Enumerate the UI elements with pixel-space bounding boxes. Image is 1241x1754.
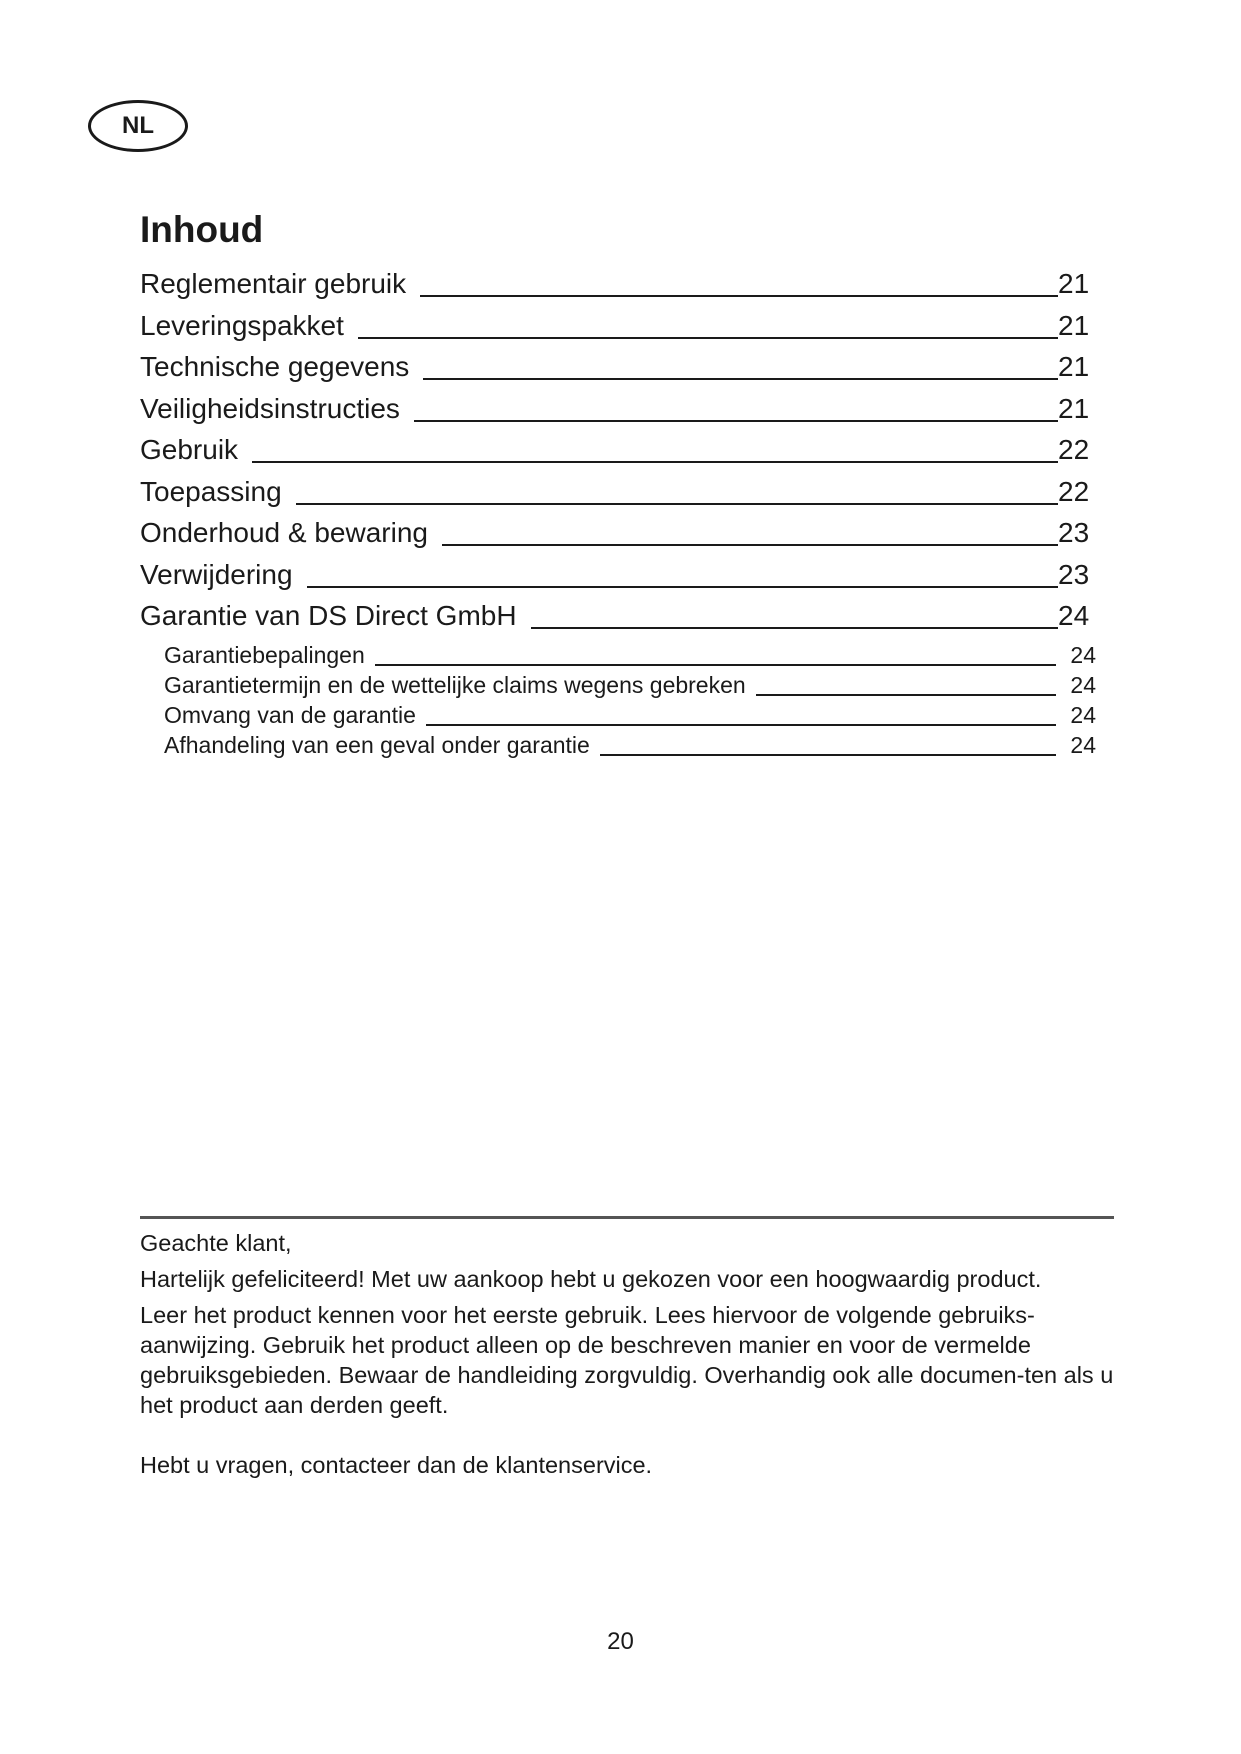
toc-entry[interactable] xyxy=(140,559,1090,601)
toc-leader xyxy=(426,724,1056,726)
toc-subentry-page: 24 xyxy=(1070,671,1096,698)
salutation: Geachte klant, xyxy=(140,1230,292,1256)
toc-leader xyxy=(600,754,1056,756)
toc-subentry-label: Omvang van de garantie xyxy=(164,701,416,728)
toc-entry-page: 22 xyxy=(1058,475,1090,507)
toc-subentry-label: Garantietermijn en de wettelijke claims wegens gebreken xyxy=(164,671,746,698)
toc-entry-page: 24 xyxy=(1058,600,1090,631)
toc-leader xyxy=(296,503,1058,505)
toc-entry-page: 21 xyxy=(1058,268,1090,299)
toc-subentry[interactable] xyxy=(140,732,1096,762)
toc-entry[interactable] xyxy=(140,434,1090,476)
toc-entry-label: Verwijdering xyxy=(140,558,293,590)
toc-entry-label: Onderhoud & bewaring xyxy=(140,517,428,548)
toc-entry[interactable] xyxy=(140,268,1090,310)
toc-entry[interactable] xyxy=(140,310,1090,352)
toc-entry-page: 21 xyxy=(1058,351,1090,382)
table-of-contents xyxy=(140,268,1096,762)
toc-leader xyxy=(414,420,1058,422)
toc-leader xyxy=(423,378,1058,380)
section-divider xyxy=(140,1216,1114,1219)
toc-subentry-page: 24 xyxy=(1070,701,1096,728)
toc-entry[interactable] xyxy=(140,600,1090,642)
intro-text xyxy=(140,1228,1120,1486)
toc-entry-page: 21 xyxy=(1058,392,1090,424)
toc-subentry[interactable] xyxy=(140,672,1096,702)
toc-subentry-label: Afhandeling van een geval onder garantie xyxy=(164,731,590,758)
toc-entry-label: Gebruik xyxy=(140,434,239,465)
toc-subentry-page: 24 xyxy=(1070,731,1096,758)
toc-leader xyxy=(358,337,1058,339)
toc-entry-page: 23 xyxy=(1058,558,1090,590)
toc-leader xyxy=(756,694,1056,696)
congratulations-line: Hartelijk gefeliciteerd! Met uw aankoop hebt u gekozen voor een hoogwaardig product. xyxy=(140,1266,1042,1292)
toc-subentry-page: 24 xyxy=(1070,641,1096,668)
toc-subentry[interactable] xyxy=(140,702,1096,732)
toc-entry-page: 21 xyxy=(1058,309,1090,341)
toc-entry-label: Technische gegevens xyxy=(140,351,410,382)
toc-entry-page: 22 xyxy=(1058,434,1090,465)
toc-entry-label: Garantie van DS Direct GmbH xyxy=(140,600,517,631)
toc-entry[interactable] xyxy=(140,476,1090,518)
toc-leader xyxy=(531,627,1058,629)
language-badge: NL xyxy=(88,100,188,152)
toc-entry[interactable] xyxy=(140,393,1090,435)
toc-entry-label: Toepassing xyxy=(140,475,282,507)
toc-entry-page: 23 xyxy=(1058,517,1090,548)
toc-entry-label: Leveringspakket xyxy=(140,309,344,341)
toc-subentry-label: Garantiebepalingen xyxy=(164,641,365,668)
toc-title: Inhoud xyxy=(140,209,264,250)
toc-entry[interactable] xyxy=(140,351,1090,393)
toc-leader xyxy=(307,586,1058,588)
page-number: 20 xyxy=(607,1628,634,1655)
toc-leader xyxy=(420,295,1058,297)
toc-subentry[interactable] xyxy=(140,642,1096,672)
toc-entry[interactable] xyxy=(140,517,1090,559)
toc-leader xyxy=(252,461,1058,463)
toc-leader xyxy=(375,664,1056,666)
toc-entry-label: Veiligheidsinstructies xyxy=(140,392,400,424)
toc-entry-label: Reglementair gebruik xyxy=(140,268,407,299)
instructions-paragraph: Leer het product kennen voor het eerste gebruik. Lees hiervoor de volgende gebruiks-aanwijzing. Gebruik het product alleen op de beschreven manier en voor de vermelde gebruiksgebieden. Bewaar de handleiding zorgvuldig. Overhandig ook alle documen-ten als u het product aan derden geeft. xyxy=(140,1302,1114,1418)
toc-leader xyxy=(442,544,1058,546)
questions-line: Hebt u vragen, contacteer dan de klantenservice. xyxy=(140,1452,653,1478)
